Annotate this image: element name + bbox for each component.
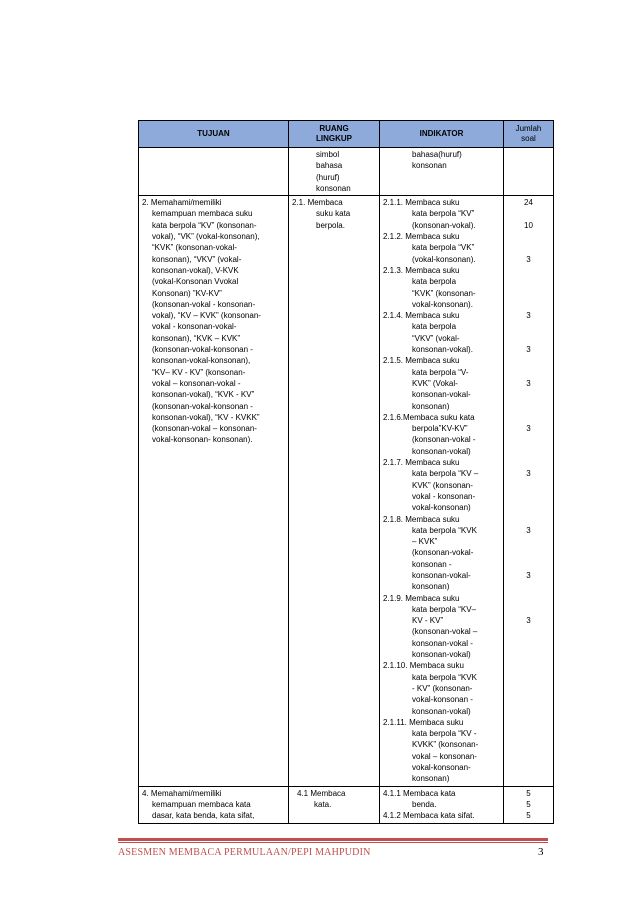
cell-jumlah-2: 24 10 3 3 3 3 3 3 3 3 3 xyxy=(504,196,554,786)
cell-ruang-2: 2.1. Membaca suku kata berpola. xyxy=(289,196,380,786)
cell-indikator-2 xyxy=(380,196,504,786)
table-row xyxy=(139,786,554,823)
indikator-item: 2.1.10. Membaca suku kata berpola “KVK - KV” (konsonan- vokal-konsonan - konsonan-vokal) xyxy=(383,661,477,716)
cell-tujuan-cont xyxy=(139,148,289,196)
footer-title: ASESMEN MEMBACA PERMULAAN/PEPI MAHPUDIN xyxy=(118,847,371,858)
cell-jumlah-cont xyxy=(504,148,554,196)
indikator-item: 2.1.9. Membaca suku kata berpola “KV– KV - KV” (konsonan-vokal – konsonan-vokal - konsonan-vokal) xyxy=(383,593,478,660)
indikator-item: 2.1.4. Membaca suku kata berpola “VKV” (vokal- konsonan-vokal). xyxy=(383,311,473,355)
indikator-item: 2.1.3. Membaca suku kata berpola “KVK” (konsonan- vokal-konsonan). xyxy=(383,265,476,309)
indikator-item: 2.1.8. Membaca suku kata berpola “KVK – KVK” (konsonan-vokal- konsonan - konsonan-vokal- konsonan) xyxy=(383,514,477,592)
cell-ruang-4: 4.1 Membaca kata. xyxy=(289,786,380,823)
asesmen-table xyxy=(138,120,554,824)
header-indikator: INDIKATOR xyxy=(380,121,504,148)
header-tujuan: TUJUAN xyxy=(139,121,289,148)
header-ruang-lingkup: RUANG LINGKUP xyxy=(289,121,380,148)
indikator-item: 2.1.1. Membaca suku kata berpola “KV” (konsonan-vokal). xyxy=(383,198,476,230)
cell-tujuan-2: 2. Memahami/memiliki kemampuan membaca suku kata berpola “KV” (konsonan- vokal), “VK” (vokal-konsonan), “KVK” (konsonan-vokal- konsonan), “VKV” (vokal- konsonan-vokal), V-KVK (vokal-Konsonan Vvokal Konsonan) ”KV-KV” (konsonan-vokal - konsonan- vokal), “KV – KVK” (konsonan- vokal - konsonan-vokal- konsonan), “KVK – KVK” (konsonan-vokal-konsonan - konsonan-vokal-konsonan), “KV– KV - KV” (konsonan- vokal – konsonan-vokal - konsonan-vokal), “KVK - KV” (konsonan-vokal-konsonan - konsonan-vokal), “KV - KVKK” (konsonan-vokal – konsonan- vokal-konsonan- konsonan). xyxy=(139,196,289,786)
footer-rule xyxy=(118,838,548,841)
cell-jumlah-4: 5 5 5 xyxy=(504,786,554,823)
footer-rule-thin xyxy=(118,842,548,843)
indikator-item: 2.1.2. Membaca suku kata berpola “VK” (vokal-konsonan). xyxy=(383,232,476,264)
indikator-item: 2.1.11. Membaca suku kata berpola “KV - KVKK” (konsonan- vokal – konsonan- vokal-konsonan- konsonan) xyxy=(383,717,479,784)
cell-ruang-cont: simbol bahasa (huruf) konsonan xyxy=(289,148,380,196)
table-row xyxy=(139,196,554,786)
indikator-item: 2.1.6.Membaca suku kata berpola”KV-KV” (konsonan-vokal - konsonan-vokal) xyxy=(383,412,476,456)
indikator-item: 2.1.7. Membaca suku kata berpola “KV – KVK” (konsonan- vokal - konsonan- vokal-konsonan) xyxy=(383,458,479,513)
cell-indikator-4: 4.1.1 Membaca kata benda. 4.1.2 Membaca kata sifat. xyxy=(380,786,504,823)
indikator-item: 2.1.5. Membaca suku kata berpola “V- KVK” (Vokal- konsonan-vokal- konsonan) xyxy=(383,356,471,411)
header-jumlah-soal: Jumlah soal xyxy=(504,121,554,148)
table-row xyxy=(139,148,554,196)
cell-tujuan-4: 4. Memahami/memiliki kemampuan membaca kata dasar, kata benda, kata sifat, xyxy=(139,786,289,823)
page-number: 3 xyxy=(538,846,544,858)
cell-indikator-cont: bahasa(huruf) konsonan xyxy=(380,148,504,196)
table-header-row xyxy=(139,121,554,148)
